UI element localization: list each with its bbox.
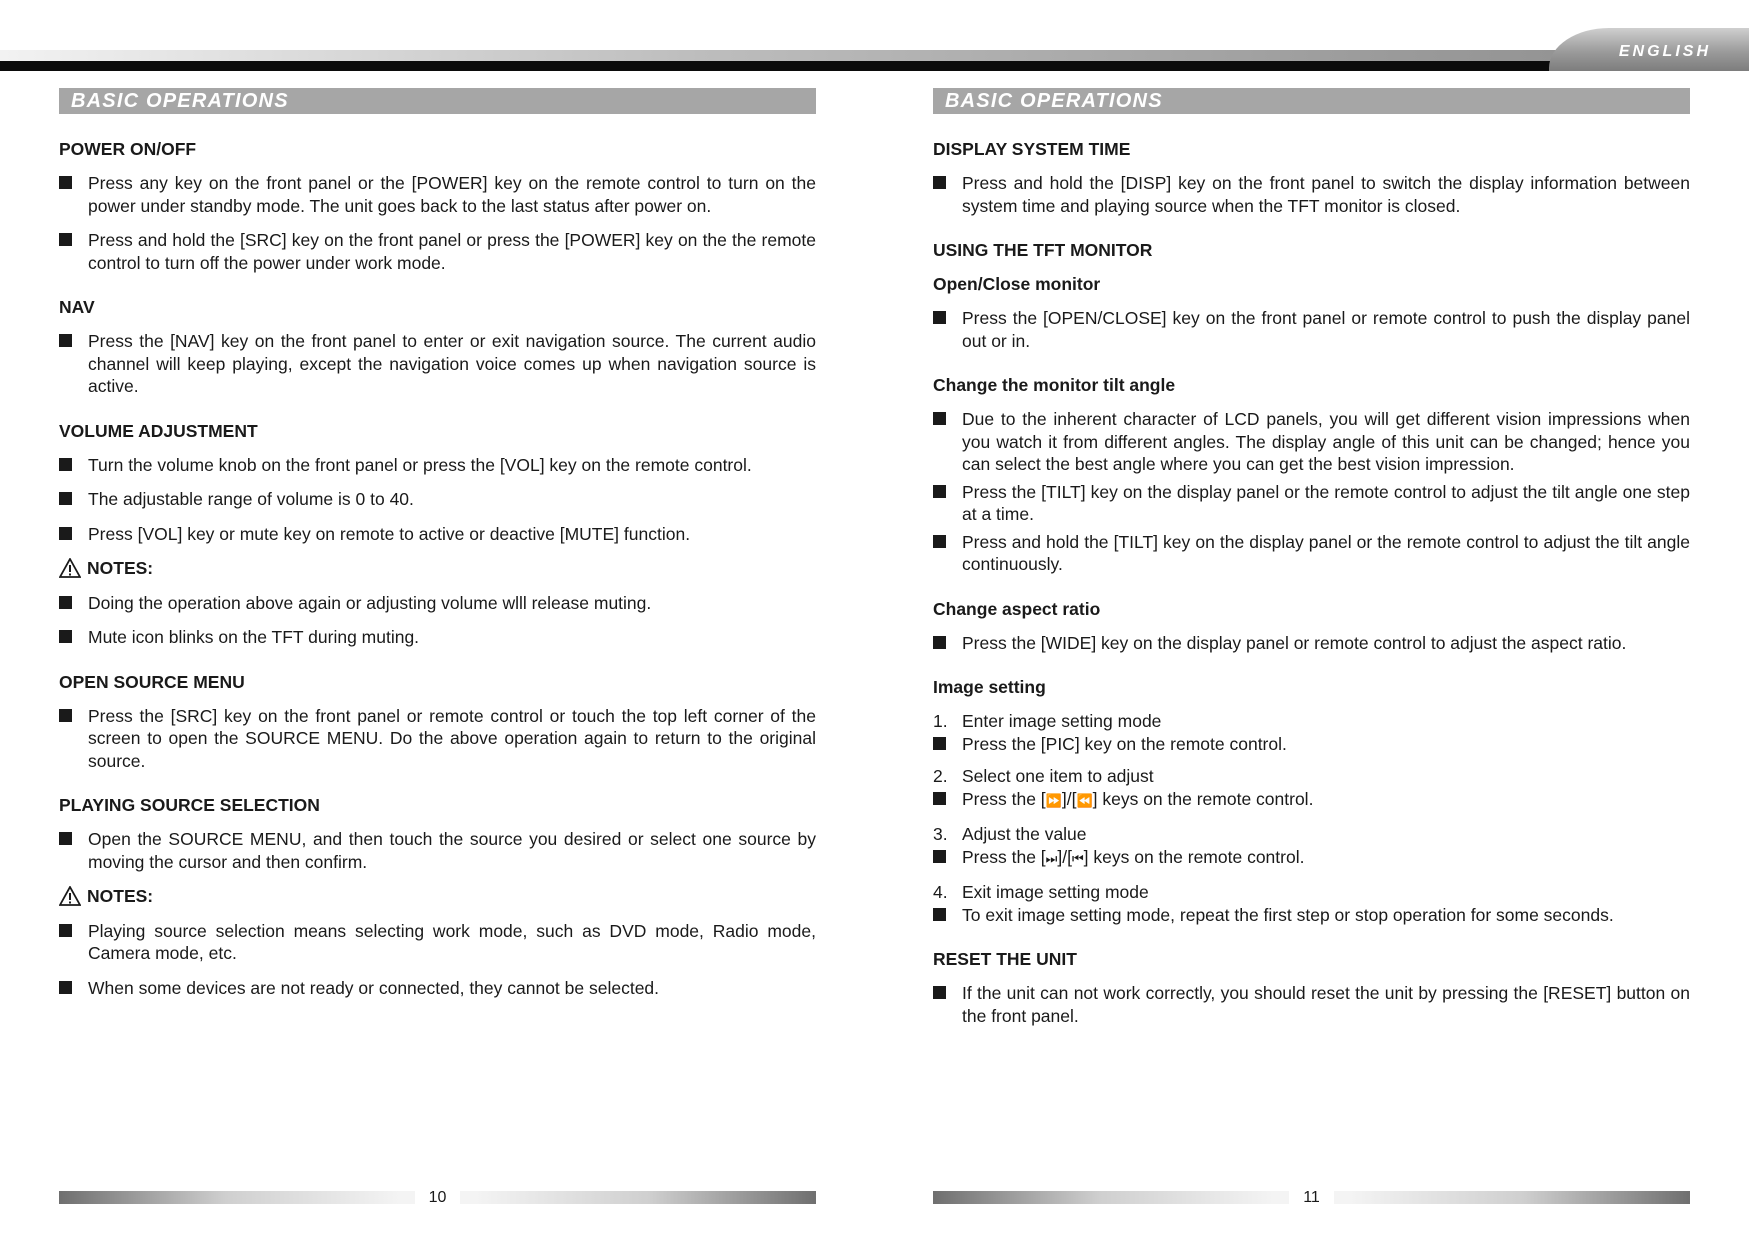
image-step: [933, 881, 1690, 926]
subsection-heading: Change the monitor tilt angle: [933, 375, 1176, 395]
square-bullet-icon: [933, 535, 946, 548]
square-bullet-icon: [933, 485, 946, 498]
step-title: 1. Enter image setting mode: [933, 711, 1162, 731]
bullet-item: Press [VOL] key or mute key on remote to active or deactive [MUTE] function.: [59, 523, 816, 546]
square-bullet-icon: [933, 986, 946, 999]
warning-icon: [59, 558, 81, 578]
left-page-content: [59, 138, 816, 999]
section-heading: OPEN SOURCE MENU: [59, 671, 245, 692]
bullet-item: If the unit can not work correctly, you should reset the unit by pressing the [RESET] button on the front panel.: [933, 982, 1690, 1027]
bullet-item: Turn the volume knob on the front panel or press the [VOL] key on the remote control.: [59, 454, 816, 477]
subsection-heading: Change aspect ratio: [933, 598, 1101, 619]
bullet-item: Press the [PIC] key on the remote control.: [933, 733, 1690, 756]
bullet-item: Press the [OPEN/CLOSE] key on the front panel or remote control to push the display panel out or in.: [933, 307, 1690, 352]
square-bullet-icon: [933, 636, 946, 649]
section-heading: POWER ON/OFF: [59, 139, 197, 159]
square-bullet-icon: [59, 596, 72, 609]
display-time-section: [933, 138, 1690, 217]
bullet-item: Press and hold the [SRC] key on the front panel or press the [POWER] key on the the remote control to turn off the power under work mode.: [59, 229, 816, 274]
section-title-bar: BASIC OPERATIONS: [59, 88, 816, 114]
source-selection-section: [59, 794, 816, 999]
reset-section: [933, 948, 1690, 1027]
image-step: [933, 765, 1690, 813]
right-page: [933, 88, 1690, 1049]
image-step: [933, 823, 1690, 871]
subsection-heading: Open/Close monitor: [933, 274, 1101, 294]
square-bullet-icon: [59, 630, 72, 643]
bullet-item: Press and hold the [DISP] key on the front panel to switch the display information between system time and playing source when the TFT monitor is closed.: [933, 172, 1690, 217]
fast-rewind-icon: ⏪: [1076, 793, 1093, 809]
square-bullet-icon: [933, 737, 946, 750]
bullet-item: Press the [NAV] key on the front panel to enter or exit navigation source. The current audio channel will keep playing, except the navigation voice comes up when navigation source is active.: [59, 330, 816, 398]
left-page: [59, 88, 816, 1021]
square-bullet-icon: [933, 792, 946, 805]
bullet-item: To exit image setting mode, repeat the first step or stop operation for some seconds.: [933, 904, 1690, 927]
right-page-content: [933, 138, 1690, 1027]
bullet-item: Due to the inherent character of LCD panels, you will get different vision impressions when you watch it from different angles. The display angle of this unit can be changed; hence you can select the best angle where you can get the best vision impression.: [933, 408, 1690, 476]
bullet-item: The adjustable range of volume is 0 to 40.: [59, 488, 816, 511]
bullet-item: Press the [WIDE] key on the display panel or remote control to adjust the aspect ratio.: [933, 632, 1690, 655]
bullet-item: Press and hold the [TILT] key on the display panel or the remote control to adjust the tilt angle continuously.: [933, 531, 1690, 576]
bullet-item: Press any key on the front panel or the [POWER] key on the remote control to turn on the power under standby mode. The unit goes back to the last status after power on.: [59, 172, 816, 217]
square-bullet-icon: [59, 176, 72, 189]
square-bullet-icon: [933, 850, 946, 863]
source-menu-section: [59, 671, 816, 773]
square-bullet-icon: [59, 924, 72, 937]
left-footer: [59, 1188, 816, 1208]
image-setting-subsection: [933, 676, 1690, 926]
fast-forward-icon: ⏩: [1045, 793, 1062, 809]
tft-section: [933, 239, 1690, 926]
square-bullet-icon: [933, 908, 946, 921]
square-bullet-icon: [59, 981, 72, 994]
notes-heading: NOTES:: [59, 557, 816, 580]
square-bullet-icon: [59, 233, 72, 246]
square-bullet-icon: [59, 527, 72, 540]
square-bullet-icon: [59, 458, 72, 471]
page-number: 11: [1289, 1189, 1334, 1206]
open-close-subsection: [933, 273, 1690, 352]
square-bullet-icon: [59, 709, 72, 722]
step-title: 2. Select one item to adjust: [933, 766, 1154, 786]
tilt-subsection: [933, 374, 1690, 576]
aspect-subsection: [933, 598, 1690, 655]
note-item: Playing source selection means selecting work mode, such as DVD mode, Radio mode, Camera mode, etc.: [59, 920, 816, 965]
section-heading: PLAYING SOURCE SELECTION: [59, 795, 320, 815]
square-bullet-icon: [933, 412, 946, 425]
square-bullet-icon: [59, 832, 72, 845]
nav-section: [59, 296, 816, 398]
power-section: [59, 138, 816, 274]
section-heading: DISPLAY SYSTEM TIME: [933, 139, 1131, 159]
header-black-stripe: [0, 61, 1749, 71]
bullet-item: Press the [⏩]/[⏪] keys on the remote control.: [933, 788, 1690, 814]
language-label: ENGLISH: [1618, 43, 1711, 60]
square-bullet-icon: [59, 492, 72, 505]
page-number: 10: [415, 1189, 461, 1206]
header-gray-stripe: [0, 50, 1749, 61]
right-footer: [933, 1188, 1690, 1208]
note-item: Doing the operation above again or adjusting volume wlll release muting.: [59, 592, 816, 615]
bullet-item: Press the [TILT] key on the display panel or the remote control to adjust the tilt angle one step at a time.: [933, 481, 1690, 526]
subsection-heading: Image setting: [933, 677, 1046, 697]
square-bullet-icon: [933, 176, 946, 189]
note-item: Mute icon blinks on the TFT during muting.: [59, 626, 816, 649]
top-header-bar: [0, 0, 1749, 74]
section-heading: RESET THE UNIT: [933, 949, 1077, 969]
image-step: [933, 710, 1690, 755]
bullet-item: Open the SOURCE MENU, and then touch the source you desired or select one source by moving the cursor and then confirm.: [59, 828, 816, 873]
skip-next-icon: ⏭: [1045, 851, 1058, 867]
square-bullet-icon: [933, 311, 946, 324]
step-title: 3. Adjust the value: [933, 824, 1087, 844]
section-heading: NAV: [59, 297, 95, 317]
notes-heading: NOTES:: [59, 885, 816, 908]
square-bullet-icon: [59, 334, 72, 347]
bullet-item: Press the [⏭]/[⏮] keys on the remote control.: [933, 846, 1690, 872]
bullet-item: Press the [SRC] key on the front panel or remote control or touch the top left corner of the screen to open the SOURCE MENU. Do the above operation again to return to the original source.: [59, 705, 816, 773]
volume-section: [59, 420, 816, 649]
warning-icon: [59, 886, 81, 906]
note-item: When some devices are not ready or connected, they cannot be selected.: [59, 977, 816, 1000]
step-title: 4. Exit image setting mode: [933, 882, 1149, 902]
section-title-bar: BASIC OPERATIONS: [933, 88, 1690, 114]
section-heading: USING THE TFT MONITOR: [933, 240, 1153, 260]
skip-previous-icon: ⏮: [1071, 851, 1084, 867]
section-heading: VOLUME ADJUSTMENT: [59, 420, 258, 441]
